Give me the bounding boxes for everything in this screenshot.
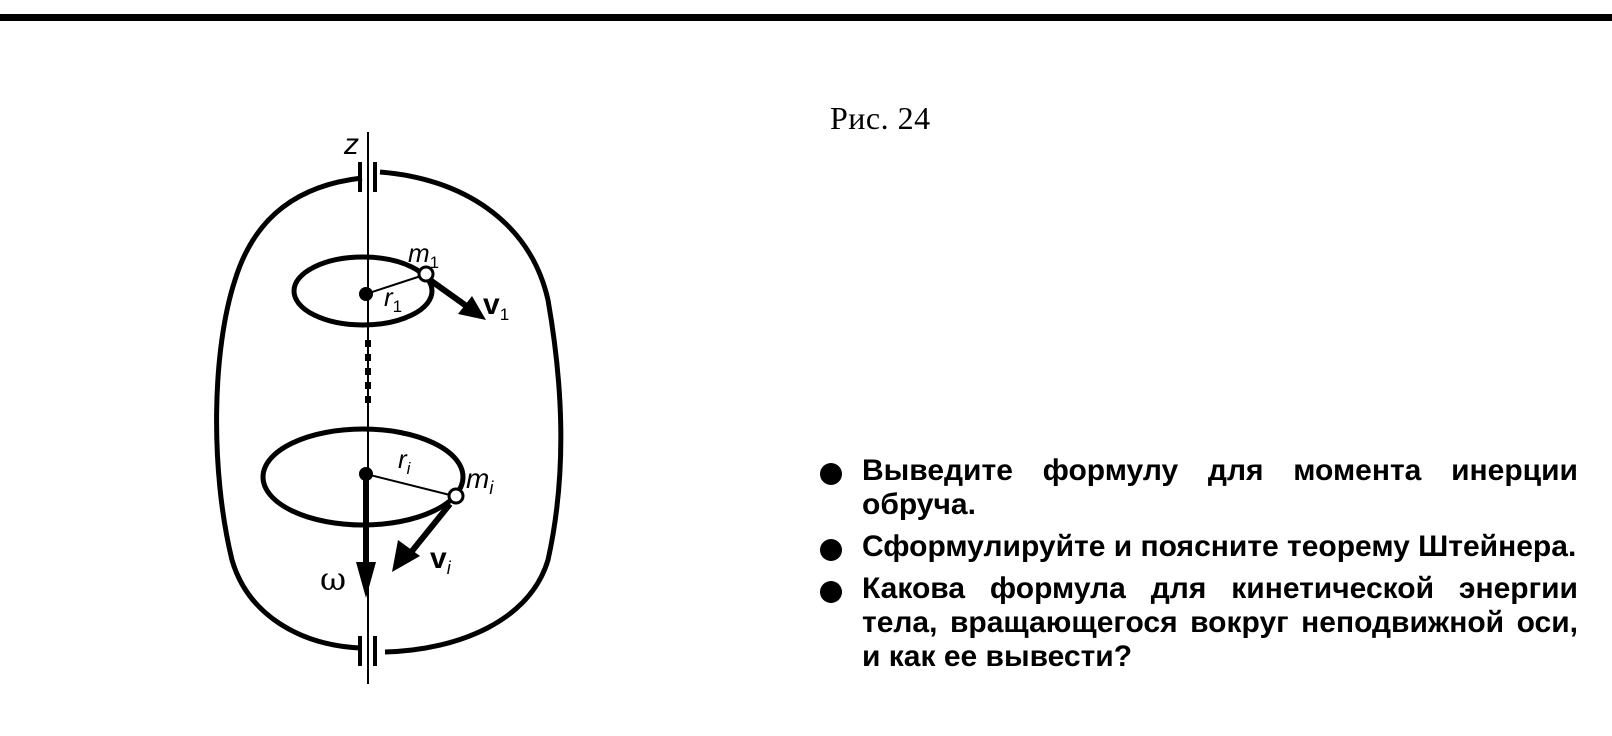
question-list xyxy=(818,454,1578,682)
upper-center-dot xyxy=(359,287,373,301)
mass-mi-point xyxy=(449,489,463,503)
radius-r1-label-sub: 1 xyxy=(392,297,403,316)
bullet-icon xyxy=(820,539,842,561)
body-outline xyxy=(217,172,561,652)
mass-mi-label xyxy=(466,463,494,498)
figure-caption: Рис. 24 xyxy=(830,100,931,136)
velocity-v1-label xyxy=(483,288,509,324)
omega-label: ω xyxy=(320,560,347,598)
mass-mi-label-sub: i xyxy=(489,478,494,498)
velocity-v1-label-sub: 1 xyxy=(499,305,510,324)
question-text: Какова формула для кинетической энергии тела, вращающегося вокруг неподвижной оси, и как ее вывести? xyxy=(862,572,1578,673)
velocity-vi-label-sub: i xyxy=(446,558,451,578)
velocity-v1-label-main: v xyxy=(483,288,500,321)
velocity-vi-label-main: v xyxy=(430,542,447,575)
bullet-icon xyxy=(820,463,842,485)
radius-ri-label-main: r xyxy=(398,444,407,474)
question-item xyxy=(818,530,1578,564)
mass-m1-label-sub: 1 xyxy=(429,253,440,272)
question-text: Сформулируйте и поясните теорему Штейнера. xyxy=(862,530,1577,563)
question-text: Выведите формулу для момента инерции обруча. xyxy=(862,454,1578,521)
radius-r1-line xyxy=(366,275,424,294)
bullet-icon xyxy=(820,581,842,603)
radius-r1-label-main: r xyxy=(384,282,393,312)
radius-r1-label xyxy=(384,282,402,316)
mass-m1-label xyxy=(408,238,439,272)
axis-z-label: z xyxy=(344,128,359,161)
radius-ri-label-sub: i xyxy=(406,459,411,478)
velocity-vi-label xyxy=(430,542,452,578)
rotating-body-diagram xyxy=(0,0,800,736)
radius-ri-label xyxy=(398,444,412,478)
omega-arrowhead xyxy=(356,562,376,598)
mass-mi-label-main: m xyxy=(466,463,490,494)
mass-m1-label-main: m xyxy=(408,238,430,268)
question-item xyxy=(818,572,1578,674)
question-item xyxy=(818,454,1578,522)
